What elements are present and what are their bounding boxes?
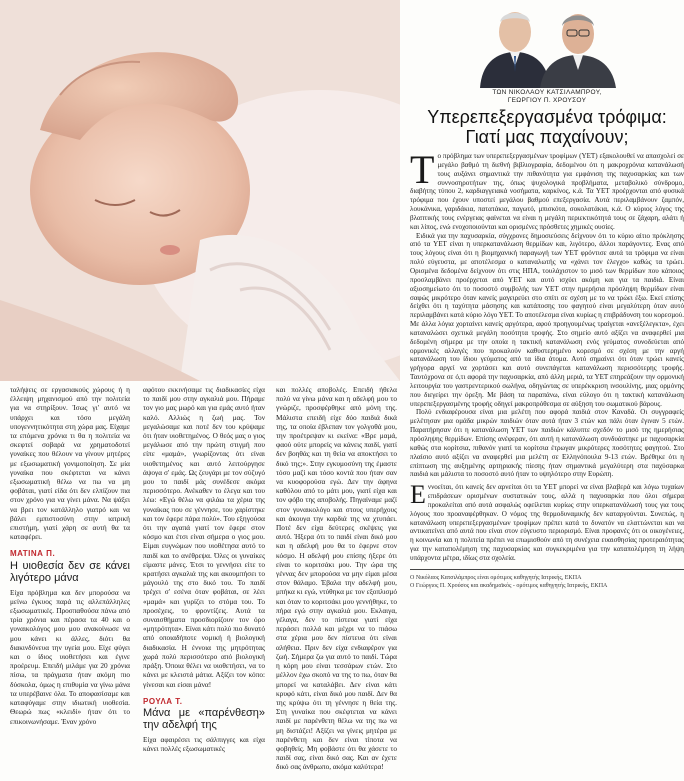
author-line: ΓΕΩΡΓΙΟΥ Π. ΧΡΟΥΣΟΥ	[507, 97, 587, 104]
body-paragraph: ννοείται, ότι κανείς δεν αρνείται ότι τα ΥΕΤ μπορεί να είναι βλαβερά και λόγω τυχαίων επιδράσεων ορισμένων συστατικών τους, αλλά η παχυσαρκία που όλοι σήμερα προκαλείται από αυτά ασφαλώς οφείλεται κυρίως στην υπερκατανάλωσή τους για τους λόγους που προαναφέρθηκαν. Ο νόμος της θερμοδυναμικής δεν καταργούνται. Συνεπώς, η κατανάλωση υπερεπεξεργασμένων τροφίμων πρέπει κατά το δυνατόν να ελαττώνεται και να αντικατείνει από αυτά που είναι στον εύγευστο περιορισμό. Είναι προφανές ότι οι οικογένειες, η κοινωνία και η πολιτεία πρέπει να επωμισθούν από τη συνέχεια ευαισθησίας προτεραιότητας για την καταπολέμηση της παχυσαρκίας και συγκεκριμένα για την καταπολέμηση τη λήψη υπάρχοντα μέτρα, ιδίως στα σχολεία.	[410, 483, 684, 562]
body-text: Είχα πρόβλημα και δεν μπορούσα να μείνω έγκυος παρά τις αλλεπάλληλες εξωσωματικές. Προσπαθούσα πάνω από τρία χρόνια και πέρασα τα 40 και ο γυναικολόγος μου μου ανακοίνωσε να μου κάνει κι άλλες, διότι θα διακινδύνευα την υγεία μου. Είχε φύγει και ο ίδιος υιοθετήσει και έγινε προέρευμ. Επειδή μιλάμε για 20 χρόνια πίσω, τα πράγματα ήταν ακόμη πιο δύσκολα, όμως η επιθυμία να γίνω μάνα τα υπερέβαινε όλα. Το αποφασίσαμε και καταφύγαμε στην ιδιωτική υιοθεσία. Θεωρώ πως «κλειδί» ήταν ότι το επικοινωνήσαμε. Έναν χρόνο	[10, 587, 130, 726]
body-paragraph: Ειδικά για την παχυσαρκία, σύγχρονες δημοσιεύσεις δείχνουν ότι το κύριο αίτιο πρόκλησης από τα ΥΕΤ είναι η υπερκατανάλωση θερμίδων και, λιγότερο, άλλοι παράγοντες. Ενας από τους λόγους είναι ότι η βιομηχανική παραγωγή των ΥΕΤ φρόντισε αυτά τα τρόφιμα να είναι πολύ εύγευστα, με αποτέλεσμα ο καταναλωτής να «χάνει τον έλεγχο» καθώς τα τρώει. Ορισμένα δεδομένα δείχνουν ότι στις ΗΠΑ, τουλάχιστον το μισό των θερμίδων που κάποιος προσλαμβάνει προέρχεται από ΥΕΤ και αυτό ισχύει ακόμη και για τα παιδιά. Είναι αξιοσημείωτο ότι το ποσοστό συμβολής των ΥΕΤ στην ημερήσια πρόσληψη θερμίδων είναι σαφώς μικρότερο όταν κανείς μαγειρεύει στο σπίτι σε σχέση με το να τρώει έξω. Εκεί επίσης δείχθει ότι η ταχύτητα μάσησης και κατάποσης του φαγητού είναι μεγαλύτερη όταν αυτό περιλαμβάνει κατά κύριο λόγο ΥΕΤ. Το αποτέλεσμα είναι κυρίως η επιβράδυνση του κορεσμού. Με άλλα λόγια χορταίνει κανείς αργότερα, αφού προηγουμένως τραίγεται «ανεξέλεγκτα», έχει καταναλώσει σχετικά μεγάλη ποσότητα τροφής. Στο σημείο αυτό αξίζει να αναφερθεί μια δεδομένη σήμερα με την οποία η τακτική κατανάλωση ενός γεύματος συνοδεύεται από ορμονικές αλλαγές που προκαλούν καθυστερημένο κορεσμό σε σχέση με την αργή κατανάλωση του ίδιου γεύματος από τα ίδια άτομα. Αυτό σημαίνει ότι όταν τρώει κανείς γρήγορα αργεί να χορτάσει και αυτό συνεπάγεται κατανάλωση περισσότερης τροφής. Ταυτόχρονα σε ό,τι αφορά την παχυσαρκία, από άλλη μεριά, τα ΥΕΤ επηρεάζουν την ορμονική λειτουργία του γαστρεντερικού σωλήνα, οδηγώντας σε υπερέκκριση ινσουλίνης, μιας ορμόνης που διεγείρει την όρεξη. Με βάση τα παραπάνω, είναι εύλογο ότι η τακτική κατανάλωση υπερεπεξεργασμένης τροφής οδηγεί μακροπρόθεσμα σε αύξηση του σωματικού βάρους.	[410, 231, 684, 408]
author-line: ΤΩΝ ΝΙΚΟΛΑΟΥ ΚΑΤΣΙΛΑΜΠΡΟΥ,	[492, 89, 602, 96]
divider	[410, 569, 684, 570]
body-text: ταλήψεις σε εργασιακούς χώρους ή η έλλειψη μηχανισμού από την πολιτεία για να στηρίξουν. Ίσως γι' αυτό να υπάρχει και τόσο μεγάλη υπογεννητικότητα στη χώρα μας. Είχαμε τα επόμενα χρόνια τι θα η πολιτεία να σκεφτεί σοβαρά να χρηματοδοτεί γυναίκες που θέλουν να γίνουν μητέρες με εξωσωματική γονιμοποίηση. Σε μία γυναίκα που σκέφτεται να κάνει εξωσωματική θέλω να πω να μη φοβάται, γιατί είδα ότι δεν ελπίζουν πια στον χρόνο για να γίνει μάνα. Να ψάξει να βρει τον κατάλληλο γιατρό και να βάλει εμπιστοσύνη στην ιατρική επιστήμη, γιατί χάρη σε αυτή θα τα καταφέρει.	[10, 385, 130, 542]
author-note: Ο Γεώργιος Π. Χρούσος και ακαδημαϊκός - ομότιμος καθηγητής Ιατρικής, ΕΚΠΑ	[410, 582, 608, 589]
title-line: Γιατί μας παχαίνουν;	[465, 127, 629, 147]
body-text: Είχα αφαιρέσει τις σάλπιγγες και είχα κάνει πολλές εξωσωματικές	[143, 734, 265, 754]
dropcap: Ε	[410, 480, 426, 510]
left-column-3	[276, 385, 397, 772]
authors-byline	[410, 89, 684, 105]
author-portraits	[470, 0, 620, 88]
author-portraits-illustration	[470, 0, 620, 88]
article-body	[410, 147, 684, 590]
article-title	[410, 107, 684, 147]
byline: ΜΑΤΙΝΑ Π.	[10, 549, 56, 559]
title-line: Υπερεπεξεργασμένα τρόφιμα:	[427, 107, 667, 127]
left-column-1	[10, 385, 130, 726]
body-paragraph: ο πρόβλημα των υπερεπεξεργασμένων τροφίμων (ΥΕΤ) εξακολουθεί να απασχολεί σε μεγάλο βαθμό τη διεθνή βιβλιογραφία, δεδομένου ότι η μακροχρόνια κατανάλωσή τους αυξάνει σημαντικά την πιθανότητα για εμφάνιση της παχυσαρκίας και των συννοσηροτήτων της, όπως ψυχολογικά προβλήματα, μεταβολικό σύνδρομο, διαβήτης τύπου 2, καρδιαγγειακά νοσήματα, καρκίνος, κ.ά. Τα ΥΕΤ προέρχονται από φυσικά τρόφιμα που έχουν υποστεί μεγάλου βαθμού επεξεργασία. Αυτά περιλαμβάνουν ζαμπόν, λουκάνικα, γαριδάκια, πατατάκια, παγωτό, μπισκότα, σοκολατάκια, κ.ά. Ο κύριος λόγος της βλαπτικής τους ενέργειας φαίνεται να είναι η μεγάλη περιεκτικότητά τους σε ζάχαρη, αλάτι ή και λίπος, ενώ ενοχοποιούνται και ορισμένες πρόσθετες χημικές ουσίες.	[410, 152, 684, 231]
body-text: αφότου εκκινήσαμε τις διαδικασίες είχα το παιδί μου στην αγκαλιά μου. Πήραμε τον γιο μας μωρό και για εμάς αυτό ήταν καλό. Αλλιώς η ζωή μας. Τον μεγαλώσαμε και ποτέ δεν του κρύψαμε ότι ήταν υιοθετημένος. Ο θεός μας ο γιος μεγάλωσε από την πρώτη στιγμή που είπε «μαμά», γνωρίζοντας ότι είναι υιοθετημένος και αυτό λειτούργησε άψογα σ' εμάς. Ως ζευγάρι με τον σύζυγό μου το παιδί μάς συνέδεσε ακόμα περισσότερο. Ανέκαθεν το έλεγα και του λέω: «Εγώ θέλω να φιλάω τα χέρια της γυναίκας που σε γέννησε, του χαρίστηκε και τον έφερε πάρα πολύ». Του εξηγούσα ότι την αγαπά γιατί τον έφερε στον κόσμο και έτσι είναι σήμερα ο γιος μου. Είμαι ευγνώμων που υιοθέτησα αυτό το παιδί και το ανέθρεψα. Όλες οι γυναίκες είμαστε μάνες. Έτσι το γεννήσει είτε το κρατήσει αγκαλιά της και ακουμπήσει το μάγουλό της στο δικό του. Το παιδί τρέχει σ' εσένα όταν φοβάται, σε λέει «μαμά» και γυρίζει το στόμα του. Το προσέχεις, το φροντίζεις. Αυτά τα συναισθήματα προσδιορίζουν τον όρο «μητρότητα». Είναι κάτι πολύ πιο δυνατό από οποιαδήποτε νομική ή βιολογική διαδικασία. Η έννοια της μητρότητας χωρά πολύ περισσότερο από βιολογική πράξη. Όποια θέλει να υιοθετήσει, να το κάνει με κλειστά μάτια. Αξίζει τον κόπο: γίνεσαι και είσαι μάνα!	[143, 385, 265, 689]
baby-photo-illustration	[0, 0, 400, 381]
dropcap: Τ	[410, 147, 435, 192]
left-column-2	[143, 385, 265, 753]
body-paragraph: Πολύ ενδιαφέρουσα είναι μια μελέτη που αφορά παιδιά στον Καναδά. Οι συγγραφείς μελέτησαν μια ομάδα μικρών παιδιών όταν αυτά ήταν 3 ετών και πάλι όταν έγιναν 5 ετών. Παρατήρησαν ότι η κατανάλωση ΥΕΤ των παιδιών κάλυπτε σχεδόν το μισό της ημερήσιας πρόσληψης θερμίδων. Επίσης ανέφεραν, ότι αυτή η κατανάλωση συνδυάστηκε με παχυσαρκία καθώς στα κορίτσια, πιθανόν γιατί τα κορίτσια έτρωγαν μικρότερες ποσότητες φαγητού. Στο πλαίσιο αυτό αξίζει να αναφερθεί μια μελέτη σε Ελληνόπουλα 9-13 ετών. Βρέθηκε ότι η επίπτωση της αυξημένης αρτηριακής πίεσης ήταν σημαντικά μεγαλύτερη στα παχύσαρκα παιδιά και μάλιστα το ποσοστό αυτό ήταν το υψηλότερο στην Ευρώπη.	[410, 408, 684, 479]
subheading: Μάνα με «παρένθεση» την αδελφή της	[143, 706, 265, 731]
author-note: Ο Νικόλαος Κατσιλάμπρος είναι ομότιμος καθηγητής Ιατρικής, ΕΚΠΑ	[410, 574, 582, 581]
byline: ΡΟΥΛΑ Τ.	[143, 696, 183, 706]
body-text: και πολλές αποβολές. Επειδή ήθελα πολύ να γίνω μάνα και η αδελφή μου το γνώριζε, προσφέρθηκε από μόνη της. Μάλιστα επειδή είχε δύο παιδιά δικά της, τα οποία έβλεπαν τον γολγοθά μου, την προέτρεψαν κι εκείνα: «Βρε μαμά, φαού ούτε μπορείς να κάνεις παιδί, γιατί δεν βοηθάς και τη θεία να αποκτήσει το δικό της;». Στην εγκυμοσύνη της έμαστε τόσο μαζί και τόσο κοντά που ήταν σαν να κυοφορούσα εγώ. Δεν την άφηνα καθόλου από το μάτι μου, γιατί είχα και τον φόβο της αποβολής. Πηγαίναμε μαζί στον γυναικολόγο και στους υπερήχους και άκουγα την καρδιά της να χτυπάει. Ποτέ δεν είχα δεύτερες σκέψεις για αυτό. Ήξερα ότι το παιδί είναι δικό μου και η αδελφή μου θα το έφερνε στον κόσμο. Η αδελφή μου επίσης ήξερε ότι είναι το κοριτσάκι μου. Την ώρα της γέννας δεν μπορούσα να μην είμαι μέσα στον θάλαμο. Έβαλα την αδελφή μου, μπήκα κι εγώ, ντύθηκα με τον εξοπλισμό και όταν το κοριτσάκι μου γεννήθηκε, το πήρα εγώ στην αγκαλιά μου. Εκλαιγα, γέλαγα, δεν το πίστευα γιατί είχα περάσει πολλά και μέχρι να το πιάσω στα χέρια μου δεν πίστευα ότι είναι αλήθεια. Πριν δεν είχα ενδιαφέρον για ζωή. Σήμερα ζω για αυτό το παιδί. Τώρα η κόρη μου είναι τεσσάρων ετών. Στο μέλλον έχω σκοπό να της το πω, όταν θα μπορεί να καταλάβει. Δεν είναι κάτι κρυφό κάτι, είναι δικό μου παιδί. Δεν θα της κρύψω ότι τη γέννησε η θεία της. Στη γυναίκα που σκέφτεται να κάνει παιδί με παρένθετη θέλω να της πω να μη διστάζει! Αξίζει να γίνεις μητέρα με παρένθετη και δεν είναι τίποτα να φοβηθείς. Μη φοβάστε ότι θα χάσετε το παιδί σας, είναι δικό σας. Και αν έχετε δικό σας άνθρωπο, ακόμα καλύτερα!	[276, 385, 397, 772]
opinion-article	[410, 0, 684, 781]
baby-photo	[0, 0, 400, 381]
subheading: Η υιοθεσία δεν σε κάνει λιγότερο μάνα	[10, 559, 130, 584]
